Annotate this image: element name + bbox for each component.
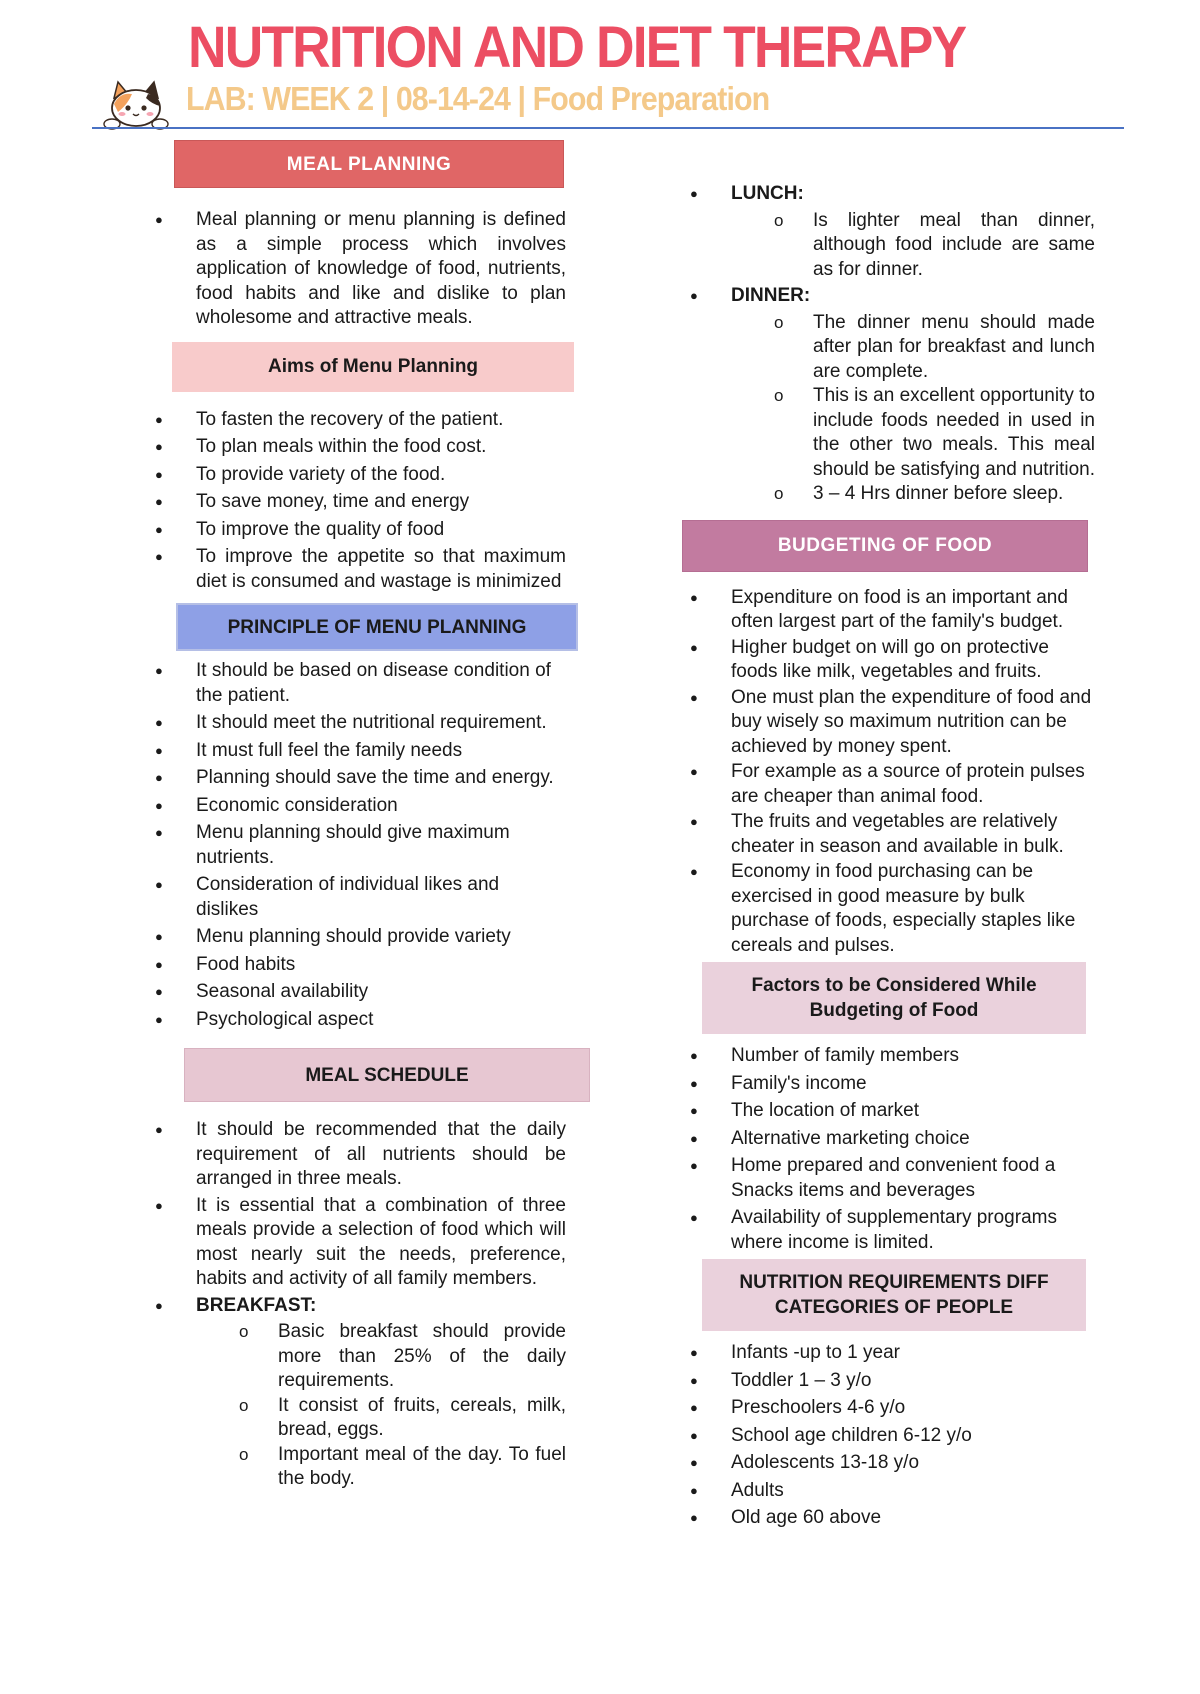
list-item: ● Economic consideration <box>150 794 566 819</box>
list-item: ● Planning should save the time and energy. <box>150 766 566 791</box>
breakfast-label: BREAKFAST: <box>196 1294 317 1316</box>
section-heading-factors <box>702 962 1086 1034</box>
section-heading-meal-schedule: MEAL SCHEDULE <box>184 1048 590 1102</box>
list-item: ● Seasonal availability <box>150 980 566 1005</box>
header-divider <box>92 127 1124 129</box>
list-item-breakfast <box>150 1294 566 1492</box>
list-item: ● Family's income <box>685 1072 1095 1097</box>
list-item: ● To improve the appetite so that maximum diet is consumed and wastage is minimized <box>150 545 566 594</box>
list-item: ● To provide variety of the food. <box>150 463 566 488</box>
sub-item: o This is an excellent opportunity to include foods needed in used in the other two meals. This meal should be satisfying and nutrition. <box>773 384 1095 482</box>
list-item: ● The fruits and vegetables are relatively cheater in season and available in bulk. <box>685 810 1095 859</box>
section-heading-meal-planning: MEAL PLANNING <box>174 140 564 188</box>
list-item: ● Home prepared and convenient food a Snacks items and beverages <box>685 1154 1095 1203</box>
dinner-sublist <box>773 311 1095 507</box>
list-item: ● Adolescents 13-18 y/o <box>685 1451 1095 1476</box>
list-item: ● It should be recommended that the daily requirement of all nutrients should be arranged in three meals. <box>150 1118 566 1192</box>
list-item: ● Adults <box>685 1479 1095 1504</box>
list-item: ● Preschoolers 4-6 y/o <box>685 1396 1095 1421</box>
list-item: ● Toddler 1 – 3 y/o <box>685 1369 1095 1394</box>
list-item: ● Higher budget on will go on protective foods like milk, vegetables and fruits. <box>685 636 1095 685</box>
sub-item: o The dinner menu should made after plan for breakfast and lunch are complete. <box>773 311 1095 385</box>
list-item: ● It should meet the nutritional requirement. <box>150 711 566 736</box>
section-heading-aims: Aims of Menu Planning <box>172 342 574 392</box>
meal-planning-list <box>150 208 566 331</box>
sub-item: o 3 – 4 Hrs dinner before sleep. <box>773 482 1095 507</box>
list-item: ● To save money, time and energy <box>150 490 566 515</box>
list-item: ● Number of family members <box>685 1044 1095 1069</box>
section-heading-budgeting: BUDGETING OF FOOD <box>682 520 1088 572</box>
sub-item: o It consist of fruits, cereals, milk, bread, eggs. <box>238 1394 566 1443</box>
list-item-dinner <box>685 284 1095 507</box>
list-item: ● To improve the quality of food <box>150 518 566 543</box>
nutrition-requirements-list <box>685 1341 1095 1531</box>
document-title: NUTRITION AND DIET THERAPY <box>188 15 966 80</box>
list-item-lunch <box>685 182 1095 282</box>
aims-list <box>150 408 566 595</box>
list-item: ● One must plan the expenditure of food and buy wisely so maximum nutrition can be achieved by money spent. <box>685 686 1095 760</box>
list-item: ● It must full feel the family needs <box>150 739 566 764</box>
section-heading-principle: PRINCIPLE OF MENU PLANNING <box>176 603 578 651</box>
list-item: ● Food habits <box>150 953 566 978</box>
lunch-dinner-list <box>685 182 1095 507</box>
list-item: ● It should be based on disease condition of the patient. <box>150 659 566 708</box>
budgeting-list <box>685 586 1095 959</box>
left-column <box>150 140 566 1492</box>
lunch-label: LUNCH: <box>731 183 804 204</box>
principle-list <box>150 659 566 1032</box>
list-item: ● The location of market <box>685 1099 1095 1124</box>
list-item: ● To fasten the recovery of the patient. <box>150 408 566 433</box>
factors-heading-line2: Budgeting of Food <box>809 1000 979 1021</box>
nutrition-heading-line2: CATEGORIES OF PEOPLE <box>774 1297 1014 1318</box>
factors-heading-line1: Factors to be Considered While <box>751 975 1037 996</box>
list-item: ● It is essential that a combination of three meals provide a selection of food which will most nearly suit the needs, preference, habits and activity of all family members. <box>150 1194 566 1292</box>
factors-list <box>685 1044 1095 1255</box>
list-item: ● Infants -up to 1 year <box>685 1341 1095 1366</box>
list-item: ● Menu planning should give maximum nutrients. <box>150 821 566 870</box>
list-item: ● School age children 6-12 y/o <box>685 1424 1095 1449</box>
list-item: ● Availability of supplementary programs where income is limited. <box>685 1206 1095 1255</box>
sub-item: o Important meal of the day. To fuel the body. <box>238 1443 566 1492</box>
document-subtitle: LAB: WEEK 2 | 08-14-24 | Food Preparation <box>186 80 770 117</box>
cat-mascot-icon <box>100 76 172 132</box>
sub-item: o Is lighter meal than dinner, although food include are same as for dinner. <box>773 209 1095 283</box>
list-item: ● Expenditure on food is an important and often largest part of the family's budget. <box>685 586 1095 635</box>
list-item: ● Menu planning should provide variety <box>150 925 566 950</box>
right-column <box>685 182 1095 1531</box>
section-heading-nutrition-requirements <box>702 1259 1086 1331</box>
meal-schedule-list <box>150 1118 566 1492</box>
nutrition-heading-line1: NUTRITION REQUIREMENTS DIFF <box>739 1272 1049 1293</box>
list-item: ● Economy in food purchasing can be exercised in good measure by bulk purchase of foods, especially staples like cereals and pulses. <box>685 860 1095 958</box>
list-item: ● To plan meals within the food cost. <box>150 435 566 460</box>
dinner-label: DINNER: <box>731 285 811 306</box>
lunch-sublist <box>773 209 1095 283</box>
breakfast-sublist <box>238 1320 566 1492</box>
sub-item: o Basic breakfast should provide more than 25% of the daily requirements. <box>238 1320 566 1394</box>
list-item: ● Meal planning or menu planning is defined as a simple process which involves application of knowledge of food, nutrients, food habits and like and dislike to plan wholesome and attractive meals. <box>150 208 566 331</box>
list-item: ● Alternative marketing choice <box>685 1127 1095 1152</box>
list-item: ● For example as a source of protein pulses are cheaper than animal food. <box>685 760 1095 809</box>
list-item: ● Psychological aspect <box>150 1008 566 1033</box>
list-item: ● Old age 60 above <box>685 1506 1095 1531</box>
list-item: ● Consideration of individual likes and dislikes <box>150 873 566 922</box>
